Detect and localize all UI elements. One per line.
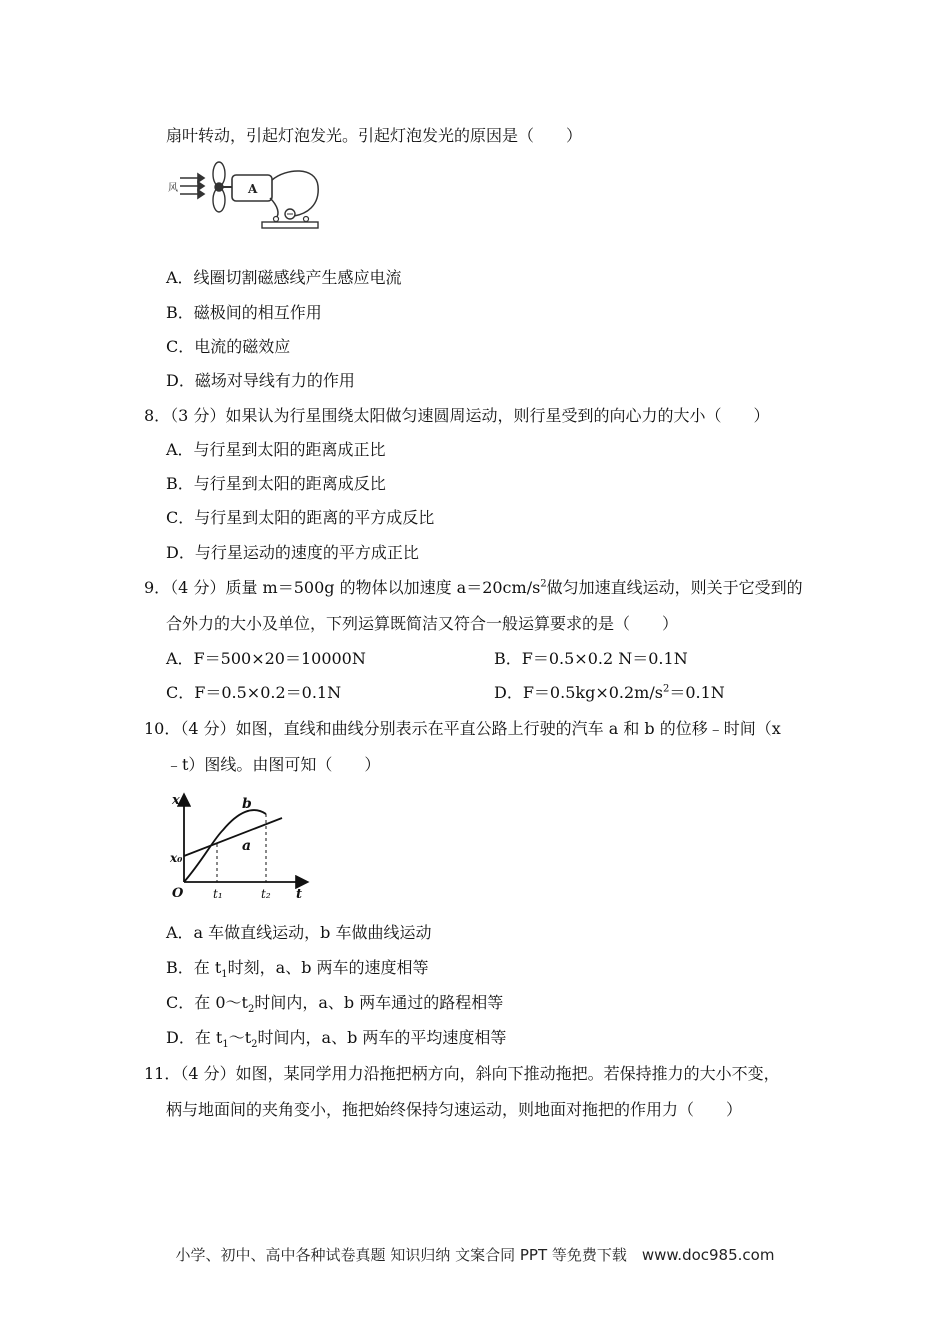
q8-option-a: A．与行星到太阳的距离成正比 [166, 440, 386, 459]
x0-label: x₀ [170, 851, 183, 865]
q8-option-d: D．与行星运动的速度的平方成正比 [166, 543, 419, 562]
q10-option-d-mid: ～t [228, 1028, 252, 1047]
wind-label: 风 [168, 183, 178, 194]
q10-option-d-pre: D．在 t [166, 1028, 223, 1047]
q10-option-c-sub: 2 [247, 1004, 255, 1016]
q9-stem-part1: 9．（4 分）质量 m＝500g 的物体以加速度 a＝20cm/s [144, 578, 541, 597]
q8-stem: 8．（3 分）如果认为行星围绕太阳做匀速圆周运动，则行星受到的向心力的大小（ ） [144, 406, 770, 425]
q9-stem [144, 577, 803, 599]
q9-stem-line2: 合外力的大小及单位，下列运算既简洁又符合一般运算要求的是（ ） [166, 614, 679, 633]
t1-label: t₁ [213, 887, 223, 901]
origin-label: O [172, 886, 184, 901]
t2-label: t₂ [261, 887, 271, 901]
q10-option-b-pre: B．在 t [166, 958, 222, 977]
q10-option-c [166, 992, 503, 1014]
x-axis-label: x [172, 793, 180, 808]
q9-option-d-sup: 2 [662, 683, 670, 695]
q7-option-b: B．磁极间的相互作用 [166, 303, 322, 322]
q9-stem-sup: 2 [540, 578, 547, 590]
q10-option-d-sub2: 2 [251, 1039, 258, 1051]
base-board [262, 222, 318, 228]
q8-option-b: B．与行星到太阳的距离成反比 [166, 474, 386, 493]
q9-option-b: B．F＝0.5×0.2 N＝0.1N [494, 649, 688, 668]
q10-option-d-sub1: 1 [222, 1039, 229, 1051]
q9-option-d [494, 682, 725, 704]
q10-option-a: A．a 车做直线运动，b 车做曲线运动 [166, 923, 432, 942]
q9-stem-part2: 做匀加速直线运动，则关于它受到的 [546, 578, 803, 597]
line-a [184, 818, 282, 856]
q10-option-d [166, 1027, 506, 1049]
curve-b [184, 810, 266, 882]
q10-option-c-pre: C．在 0～t [166, 993, 248, 1012]
generator-label: A [248, 182, 258, 196]
q10-stem-line2: ﹣t）图线。由图可知（ ） [166, 755, 381, 774]
wind-arrows-icon [180, 174, 204, 198]
q7-option-a: A．线圈切割磁感线产生感应电流 [166, 268, 402, 287]
q11-stem-line2: 柄与地面间的夹角变小，拖把始终保持匀速运动，则地面对拖把的作用力（ ） [166, 1100, 743, 1119]
q9-option-d-part1: D．F＝0.5kg×0.2m/s [494, 683, 663, 702]
line-a-label: a [242, 838, 252, 854]
t-axis-label: t [296, 887, 303, 902]
page-footer: 小学、初中、高中各种试卷真题 知识归纳 文案合同 PPT 等免费下载 www.doc985.com [175, 1246, 775, 1264]
q10-option-c-post: 时间内，a、b 两车通过的路程相等 [254, 993, 504, 1012]
q9-option-a: A．F＝500×20＝10000N [166, 649, 366, 668]
q7-stem: 扇叶转动，引起灯泡发光。引起灯泡发光的原因是（ ） [166, 126, 583, 145]
q7-option-c: C．电流的磁效应 [166, 337, 291, 356]
q11-stem-line1: 11．（4 分）如图，某同学用力沿拖把柄方向，斜向下推动拖把。若保持推力的大小不变， [144, 1064, 780, 1083]
q9-option-d-part2: ＝0.1N [669, 683, 725, 702]
q8-option-c: C．与行星到太阳的距离的平方成反比 [166, 508, 435, 527]
curve-b-label: b [242, 796, 252, 812]
q10-option-d-post: 时间内，a、b 两车的平均速度相等 [257, 1028, 507, 1047]
bulb-icon [285, 209, 295, 219]
q7-option-d: D．磁场对导线有力的作用 [166, 371, 355, 390]
q7-generator-figure [166, 158, 326, 234]
q9-option-c: C．F＝0.5×0.2＝0.1N [166, 683, 342, 702]
q10-option-b-sub: 1 [221, 969, 228, 981]
q10-xt-graph [168, 790, 314, 906]
q10-option-b-post: 时刻，a、b 两车的速度相等 [227, 958, 429, 977]
q10-stem-line1: 10．（4 分）如图，直线和曲线分别表示在平直公路上行驶的汽车 a 和 b 的位移﹣时间（x [144, 719, 781, 738]
q10-option-b [166, 957, 429, 979]
